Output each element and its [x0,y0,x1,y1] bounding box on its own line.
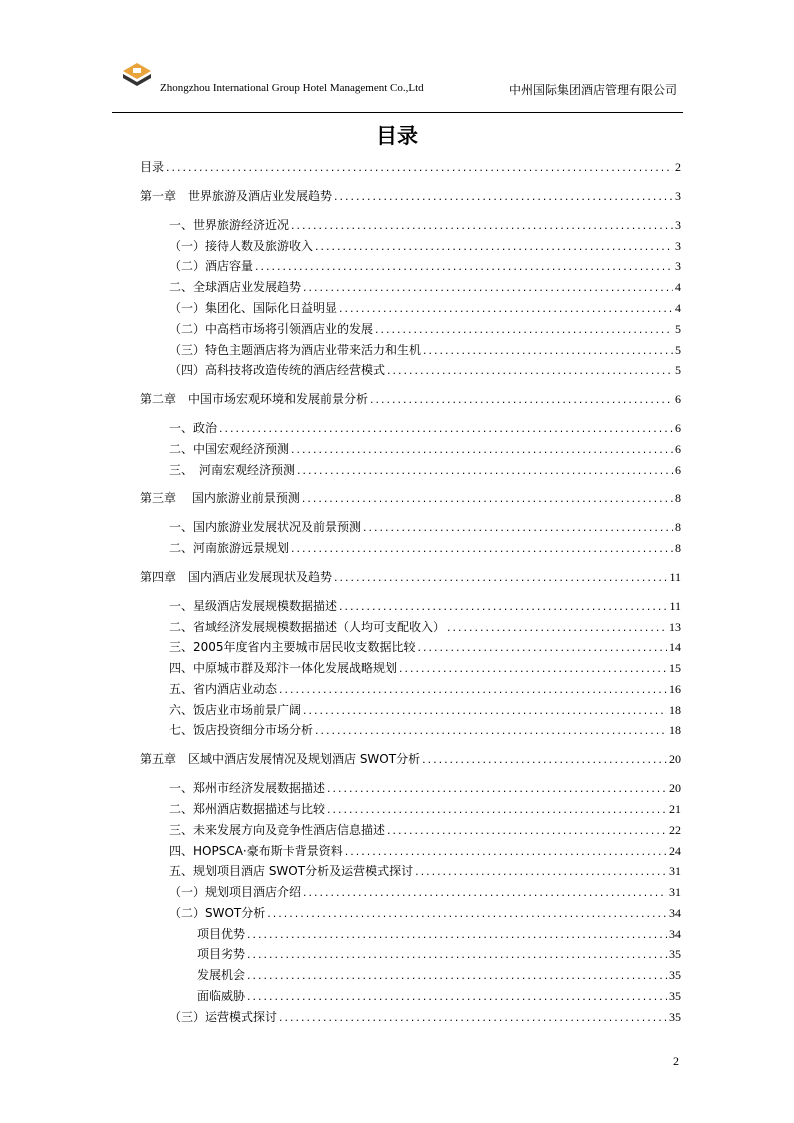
toc-leader-dots [247,928,667,941]
toc-entry[interactable] [169,341,681,359]
toc-entry-page: 8 [675,520,681,534]
toc-leader-dots [418,641,667,654]
toc-leader-dots [327,803,667,816]
toc-entry-page: 13 [669,620,681,634]
toc-entry-contents[interactable] [140,158,681,176]
toc-entry[interactable] [169,904,681,922]
page-number: 2 [673,1054,679,1068]
toc-leader-dots [291,542,673,555]
toc-entry-page: 3 [675,218,681,232]
toc-entry-page: 11 [669,570,681,584]
toc-entry-title: 四、中原城市群及郑汴一体化发展战略规划 [169,661,398,675]
toc-entry[interactable] [197,925,681,943]
toc-leader-dots [375,323,673,336]
toc-entry[interactable] [169,461,681,479]
company-logo-icon [122,62,152,88]
toc-entry-title: （一）集团化、国际化日益明显 [169,301,338,315]
toc-leader-dots [327,782,667,795]
toc-entry-page: 2 [675,160,681,174]
toc-entry[interactable] [169,361,681,379]
toc-entry[interactable] [169,440,681,458]
toc-entry[interactable] [169,800,681,818]
toc-leader-dots [363,521,673,534]
toc-entry-page: 14 [669,640,681,654]
toc-leader-dots [447,621,667,634]
toc-entry-page: 6 [675,392,681,406]
toc-entry-page: 6 [675,442,681,456]
toc-entry-title: 三、未来发展方向及竞争性酒店信息描述 [169,823,386,837]
toc-entry-page: 11 [669,599,681,613]
toc-leader-dots [315,240,673,253]
toc-leader-dots [219,422,673,435]
toc-leader-dots [370,393,673,406]
toc-leader-dots [267,907,667,920]
toc-entry-page: 3 [675,259,681,273]
toc-entry[interactable] [169,518,681,536]
toc-entry-title: 二、省域经济发展规模数据描述（人均可支配收入） [169,620,446,634]
toc-entry-page: 16 [669,682,681,696]
toc-entry-title: 二、郑州酒店数据描述与比较 [169,802,326,816]
toc-entry-page: 18 [669,723,681,737]
toc-entry[interactable] [169,1008,681,1026]
toc-entry[interactable] [169,299,681,317]
toc-entry-title: （一）规划项目酒店介绍 [169,885,302,899]
toc-entry-title: 第五章 区域中酒店发展情况及规划酒店 SWOT分析 [140,752,421,766]
toc-entry-title: 二、全球酒店业发展趋势 [169,280,302,294]
toc-leader-dots [415,865,667,878]
toc-entry[interactable] [169,257,681,275]
toc-entry-title: （三）运营模式探讨 [169,1010,278,1024]
company-name-cn: 中州国际集团酒店管理有限公司 [508,83,677,97]
toc-leader-dots [291,443,673,456]
toc-entry-page: 21 [669,802,681,816]
toc-entry-page: 4 [675,301,681,315]
toc-entry[interactable] [169,320,681,338]
toc-leader-dots [247,969,667,982]
toc-entry[interactable] [169,701,681,719]
toc-entry[interactable] [169,597,681,615]
toc-entry-title: 第一章 世界旅游及酒店业发展趋势 [140,189,333,203]
toc-entry-title: （一）接待人数及旅游收入 [169,239,314,253]
toc-entry-page: 22 [669,823,681,837]
toc-entry[interactable] [169,618,681,636]
toc-leader-dots [339,302,673,315]
toc-entry-title: （二）中高档市场将引领酒店业的发展 [169,322,374,336]
toc-entry-page: 20 [669,752,681,766]
toc-entry-page: 15 [669,661,681,675]
toc-entry-page: 31 [669,885,681,899]
toc-leader-dots [166,161,673,174]
toc-entry-title: （二）SWOT分析 [169,906,266,920]
toc-entry-title: 六、饭店业市场前景广阔 [169,703,302,717]
toc-entry-title: （四）高科技将改造传统的酒店经营模式 [169,363,386,377]
toc-entry-title: 一、世界旅游经济近况 [169,218,290,232]
toc-entry[interactable] [169,638,681,656]
toc-entry-title: 第二章 中国市场宏观环境和发展前景分析 [140,392,369,406]
toc-entry-title: （二）酒店容量 [169,259,254,273]
toc-entry-page: 35 [669,947,681,961]
toc-leader-dots [255,260,673,273]
toc-entry[interactable] [169,539,681,557]
toc-entry[interactable] [197,966,681,984]
toc-entry-page: 4 [675,280,681,294]
toc-entry-title: 五、规划项目酒店 SWOT分析及运营模式探讨 [169,864,414,878]
toc-leader-dots [315,724,667,737]
toc-leader-dots [279,683,667,696]
toc-entry-title: 一、政治 [169,421,218,435]
toc-entry-title: 一、星级酒店发展规模数据描述 [169,599,338,613]
toc-entry-title: 二、中国宏观经济预测 [169,442,290,456]
toc-entry-page: 35 [669,989,681,1003]
toc-entry[interactable] [169,216,681,234]
toc-entry-title: （三）特色主题酒店将为酒店业带来活力和生机 [169,343,422,357]
toc-entry-title: 项目优势 [197,927,246,941]
toc-entry-page: 5 [675,322,681,336]
toc-leader-dots [303,281,673,294]
toc-entry[interactable] [169,862,681,880]
toc-entry-page: 34 [669,927,681,941]
toc-entry-page: 3 [675,189,681,203]
toc-leader-dots [303,886,667,899]
toc-leader-dots [302,492,673,505]
toc-entry[interactable] [197,945,681,963]
toc-entry-title: 项目劣势 [197,947,246,961]
toc-leader-dots [297,464,673,477]
toc-leader-dots [423,344,673,357]
toc-entry[interactable] [169,821,681,839]
toc-entry-page: 6 [675,463,681,477]
toc-entry-chapter-5[interactable] [140,750,681,768]
toc-entry-page: 8 [675,541,681,555]
toc-entry[interactable] [169,237,681,255]
toc-entry-chapter-3[interactable] [140,489,681,507]
toc-entry-chapter-1[interactable] [140,187,681,205]
toc-entry[interactable] [169,278,681,296]
page-header [112,58,683,113]
toc-entry-page: 35 [669,968,681,982]
toc-leader-dots [303,704,667,717]
toc-entry-chapter-2[interactable] [140,390,681,408]
toc-entry[interactable] [169,842,681,860]
toc-leader-dots [247,990,667,1003]
toc-leader-dots [334,190,673,203]
toc-leader-dots [247,948,667,961]
toc-entry-page: 31 [669,864,681,878]
toc-entry-title: 面临威胁 [197,989,246,1003]
toc-entry-page: 5 [675,363,681,377]
toc-leader-dots [387,824,667,837]
toc-entry-title: 目录 [140,160,165,174]
toc-leader-dots [399,662,667,675]
toc-entry-title: 四、HOPSCA·豪布斯卡背景资料 [169,844,343,858]
toc-entry[interactable] [169,883,681,901]
toc-leader-dots [334,571,667,584]
toc-entry-title: 五、省内酒店业动态 [169,682,278,696]
toc-entry-title: 一、国内旅游业发展状况及前景预测 [169,520,362,534]
toc-leader-dots [291,219,673,232]
toc-entry-chapter-4[interactable] [140,568,681,586]
toc-entry-title: 三、 河南宏观经济预测 [169,463,296,477]
toc-leader-dots [279,1011,667,1024]
toc-entry-title: 第四章 国内酒店业发展现状及趋势 [140,570,333,584]
toc-entry[interactable] [169,779,681,797]
toc-entry-page: 8 [675,491,681,505]
toc-leader-dots [339,600,667,613]
company-name-en: Zhongzhou International Group Hotel Management Co.,Ltd [160,82,424,94]
toc-entry-page: 20 [669,781,681,795]
toc-entry-page: 34 [669,906,681,920]
page-title: 目录 [376,124,418,148]
toc-entry-title: 二、河南旅游远景规划 [169,541,290,555]
toc-leader-dots [345,845,667,858]
toc-entry[interactable] [169,659,681,677]
toc-leader-dots [387,364,673,377]
toc-entry-title: 第三章 国内旅游业前景预测 [140,491,300,505]
toc-entry[interactable] [169,721,681,739]
toc-entry[interactable] [197,987,681,1005]
toc-entry-title: 七、饭店投资细分市场分析 [169,723,314,737]
toc-leader-dots [422,753,667,766]
toc-entry-page: 35 [669,1010,681,1024]
toc-entry-page: 24 [669,844,681,858]
toc-entry-page: 6 [675,421,681,435]
toc-entry[interactable] [169,419,681,437]
toc-entry-title: 一、郑州市经济发展数据描述 [169,781,326,795]
toc-entry-title: 发展机会 [197,968,246,982]
toc-entry-page: 18 [669,703,681,717]
toc-entry-page: 5 [675,343,681,357]
toc-entry[interactable] [169,680,681,698]
toc-entry-page: 3 [675,239,681,253]
toc-entry-title: 三、2005年度省内主要城市居民收支数据比较 [169,640,416,654]
